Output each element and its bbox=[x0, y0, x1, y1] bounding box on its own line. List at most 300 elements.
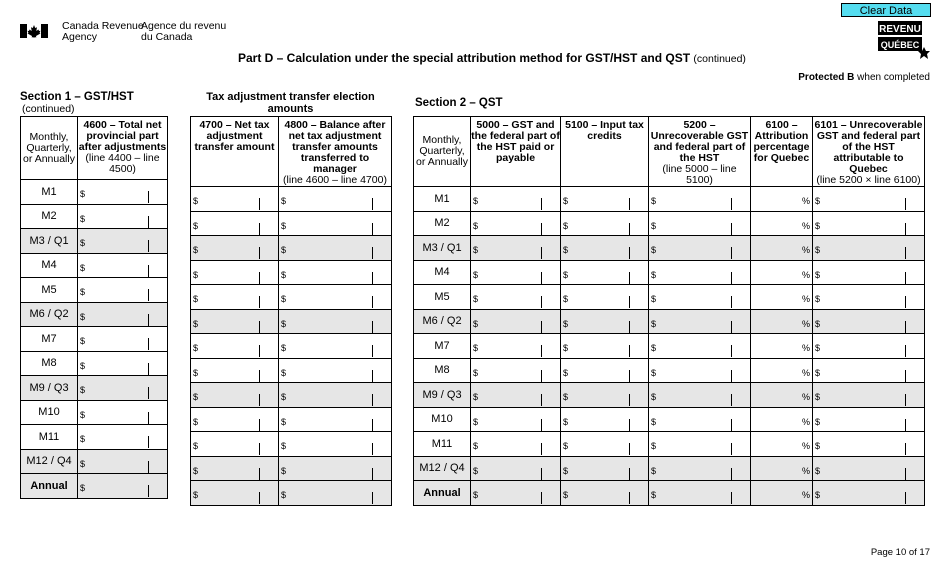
dollar-sign: $ bbox=[193, 416, 199, 427]
dollar-sign: $ bbox=[80, 189, 86, 199]
percent-sign: % bbox=[801, 490, 810, 500]
line-5100-field[interactable] bbox=[561, 187, 649, 212]
line-4600-field[interactable] bbox=[78, 253, 168, 278]
cents-divider bbox=[372, 321, 373, 333]
cents-divider bbox=[372, 443, 373, 455]
s2-period-label: M4 bbox=[414, 260, 471, 285]
cents-divider bbox=[372, 468, 373, 480]
col-4600-title: 4600 – Total net provincial part after adjustments bbox=[78, 119, 167, 153]
dollar-sign: $ bbox=[651, 392, 657, 402]
line-4700-field[interactable] bbox=[191, 383, 279, 408]
dollar-sign: $ bbox=[80, 434, 86, 444]
dollar-sign: $ bbox=[815, 318, 821, 329]
line-6100-field[interactable] bbox=[751, 187, 813, 212]
line-6100-field[interactable] bbox=[751, 309, 813, 334]
dollar-sign: $ bbox=[80, 409, 86, 420]
line-4700-field[interactable] bbox=[191, 456, 279, 481]
table-row bbox=[191, 407, 392, 432]
line-4600-field[interactable] bbox=[78, 376, 168, 401]
line-5200-field[interactable] bbox=[649, 285, 751, 310]
line-5200-field[interactable] bbox=[649, 236, 751, 261]
s2-period-label: M10 bbox=[414, 407, 471, 432]
dollar-sign: $ bbox=[281, 392, 287, 402]
percent-sign: % bbox=[801, 245, 810, 255]
cents-divider bbox=[629, 443, 630, 455]
table-row bbox=[21, 474, 168, 499]
line-4600-field[interactable] bbox=[78, 400, 168, 425]
line-5000-field[interactable] bbox=[471, 309, 561, 334]
line-6101-field[interactable] bbox=[813, 432, 925, 457]
cents-divider bbox=[259, 419, 260, 431]
table-row bbox=[191, 456, 392, 481]
line-6101-field[interactable] bbox=[813, 358, 925, 383]
canada-flag-icon bbox=[20, 24, 48, 38]
line-5000-field[interactable] bbox=[471, 432, 561, 457]
dollar-sign: $ bbox=[563, 367, 569, 378]
dollar-sign: $ bbox=[193, 245, 199, 255]
s2-period-label: M1 bbox=[414, 187, 471, 212]
cents-divider bbox=[259, 394, 260, 406]
dollar-sign: $ bbox=[80, 458, 86, 469]
dollar-sign: $ bbox=[473, 465, 479, 476]
line-4600-field[interactable] bbox=[78, 351, 168, 376]
cents-divider bbox=[148, 412, 149, 424]
dollar-sign: $ bbox=[473, 490, 479, 500]
cents-divider bbox=[541, 247, 542, 259]
page-title bbox=[238, 51, 746, 65]
dollar-sign: $ bbox=[563, 416, 569, 427]
revenu-logo-word1: REVENU bbox=[879, 24, 921, 35]
line-6101-field[interactable] bbox=[813, 383, 925, 408]
cents-divider bbox=[731, 198, 732, 210]
table-row bbox=[414, 481, 925, 506]
line-4600-field[interactable] bbox=[78, 327, 168, 352]
line-6100-field[interactable] bbox=[751, 260, 813, 285]
dollar-sign: $ bbox=[815, 392, 821, 402]
line-5000-field[interactable] bbox=[471, 236, 561, 261]
line-5200-field[interactable] bbox=[649, 309, 751, 334]
col-4700 bbox=[191, 117, 279, 187]
s2-period-label: M9 / Q3 bbox=[414, 383, 471, 408]
cents-divider bbox=[905, 296, 906, 308]
cents-divider bbox=[629, 419, 630, 431]
dollar-sign: $ bbox=[815, 245, 821, 255]
dollar-sign: $ bbox=[281, 441, 287, 451]
line-4600-field[interactable] bbox=[78, 229, 168, 254]
s1-period-label: M4 bbox=[21, 253, 78, 278]
table-row bbox=[414, 260, 925, 285]
dollar-sign: $ bbox=[80, 311, 86, 322]
table-row bbox=[414, 285, 925, 310]
cents-divider bbox=[148, 387, 149, 399]
line-6100-field[interactable] bbox=[751, 456, 813, 481]
section2-table bbox=[413, 116, 925, 506]
agency-en-line1: Canada Revenue bbox=[62, 20, 144, 32]
dollar-sign: $ bbox=[651, 269, 657, 280]
dollar-sign: $ bbox=[651, 490, 657, 500]
dollar-sign: $ bbox=[563, 441, 569, 451]
line-5000-field[interactable] bbox=[471, 407, 561, 432]
protected-label bbox=[798, 72, 930, 83]
cents-divider bbox=[905, 247, 906, 259]
dollar-sign: $ bbox=[473, 196, 479, 206]
line-4700-field[interactable] bbox=[191, 187, 279, 212]
section1-header-row bbox=[21, 117, 168, 180]
dollar-sign: $ bbox=[473, 318, 479, 329]
line-5200-field[interactable] bbox=[649, 432, 751, 457]
line-6100-field[interactable] bbox=[751, 383, 813, 408]
cents-divider bbox=[731, 419, 732, 431]
percent-sign: % bbox=[801, 465, 810, 476]
line-5100-field[interactable] bbox=[561, 432, 649, 457]
line-5100-field[interactable] bbox=[561, 456, 649, 481]
col-6100-title: 6100 – Attribution percentage for Quebec bbox=[753, 119, 810, 164]
line-5100-field[interactable] bbox=[561, 383, 649, 408]
cents-divider bbox=[629, 198, 630, 210]
dollar-sign: $ bbox=[651, 465, 657, 476]
s2-period-label: M11 bbox=[414, 432, 471, 457]
dollar-sign: $ bbox=[281, 465, 287, 476]
line-4700-field[interactable] bbox=[191, 236, 279, 261]
cents-divider bbox=[372, 247, 373, 259]
line-5100-field[interactable] bbox=[561, 236, 649, 261]
line-4600-field[interactable] bbox=[78, 204, 168, 229]
cents-divider bbox=[731, 443, 732, 455]
line-4800-field[interactable] bbox=[279, 187, 392, 212]
dollar-sign: $ bbox=[563, 269, 569, 280]
col-6101 bbox=[813, 117, 925, 187]
line-5100-field[interactable] bbox=[561, 407, 649, 432]
dollar-sign: $ bbox=[563, 465, 569, 476]
dollar-sign: $ bbox=[281, 269, 287, 280]
agency-name-fr bbox=[141, 21, 226, 43]
line-4700-field[interactable] bbox=[191, 432, 279, 457]
table-row bbox=[414, 456, 925, 481]
table-row bbox=[414, 334, 925, 359]
dollar-sign: $ bbox=[193, 294, 199, 304]
dollar-sign: $ bbox=[80, 336, 86, 346]
line-5000-field[interactable] bbox=[471, 481, 561, 506]
dollar-sign: $ bbox=[80, 213, 86, 224]
cents-divider bbox=[731, 272, 732, 284]
percent-sign: % bbox=[801, 392, 810, 402]
cents-divider bbox=[372, 370, 373, 382]
cents-divider bbox=[148, 436, 149, 448]
dollar-sign: $ bbox=[473, 367, 479, 378]
cents-divider bbox=[148, 265, 149, 277]
page-title-text: Part D – Calculation under the special attribution method for GST/HST and QST bbox=[238, 51, 691, 65]
cents-divider bbox=[905, 370, 906, 382]
table-row bbox=[21, 302, 168, 327]
clear-data-button[interactable]: Clear Data bbox=[841, 3, 931, 17]
dollar-sign: $ bbox=[651, 220, 657, 231]
table-row bbox=[21, 229, 168, 254]
cents-divider bbox=[731, 492, 732, 504]
col-period-2-label: Monthly, Quarterly, or Annually bbox=[416, 134, 468, 168]
table-row bbox=[414, 358, 925, 383]
cents-divider bbox=[629, 468, 630, 480]
line-6100-field[interactable] bbox=[751, 285, 813, 310]
table-row bbox=[191, 285, 392, 310]
table-row bbox=[191, 236, 392, 261]
line-5200-field[interactable] bbox=[649, 358, 751, 383]
line-4800-field[interactable] bbox=[279, 285, 392, 310]
agency-fr-line1: Agence du revenu bbox=[141, 20, 227, 32]
col-period bbox=[21, 117, 78, 180]
line-5100-field[interactable] bbox=[561, 260, 649, 285]
line-5000-field[interactable] bbox=[471, 211, 561, 236]
line-6101-field[interactable] bbox=[813, 481, 925, 506]
cents-divider bbox=[541, 223, 542, 235]
dollar-sign: $ bbox=[815, 465, 821, 476]
dollar-sign: $ bbox=[80, 238, 86, 248]
s2-period-label: Annual bbox=[414, 481, 471, 506]
cents-divider bbox=[629, 345, 630, 357]
line-4800-field[interactable] bbox=[279, 432, 392, 457]
cents-divider bbox=[541, 345, 542, 357]
cents-divider bbox=[541, 272, 542, 284]
cents-divider bbox=[905, 443, 906, 455]
cents-divider bbox=[148, 338, 149, 350]
cents-divider bbox=[372, 394, 373, 406]
section1-table bbox=[20, 116, 168, 499]
col-5000 bbox=[471, 117, 561, 187]
line-4600-field[interactable] bbox=[78, 449, 168, 474]
line-4800-field[interactable] bbox=[279, 211, 392, 236]
cents-divider bbox=[731, 223, 732, 235]
line-4600-field[interactable] bbox=[78, 180, 168, 205]
revenu-quebec-logo bbox=[878, 21, 930, 61]
cents-divider bbox=[731, 296, 732, 308]
cents-divider bbox=[259, 345, 260, 357]
percent-sign: % bbox=[801, 441, 810, 451]
line-4800-field[interactable] bbox=[279, 236, 392, 261]
dollar-sign: $ bbox=[80, 483, 86, 493]
dollar-sign: $ bbox=[815, 294, 821, 304]
line-6101-field[interactable] bbox=[813, 260, 925, 285]
line-4700-field[interactable] bbox=[191, 260, 279, 285]
s2-period-label: M7 bbox=[414, 334, 471, 359]
section2-header-row bbox=[414, 117, 925, 187]
s1-period-label: M6 / Q2 bbox=[21, 302, 78, 327]
line-4600-field[interactable] bbox=[78, 278, 168, 303]
line-6101-field[interactable] bbox=[813, 236, 925, 261]
table-row bbox=[21, 351, 168, 376]
line-6101-field[interactable] bbox=[813, 285, 925, 310]
line-5100-field[interactable] bbox=[561, 211, 649, 236]
dollar-sign: $ bbox=[563, 196, 569, 206]
cents-divider bbox=[905, 223, 906, 235]
line-6101-field[interactable] bbox=[813, 211, 925, 236]
line-6101-field[interactable] bbox=[813, 187, 925, 212]
dollar-sign: $ bbox=[651, 196, 657, 206]
s2-period-label: M8 bbox=[414, 358, 471, 383]
line-4600-field[interactable] bbox=[78, 425, 168, 450]
line-4800-field[interactable] bbox=[279, 383, 392, 408]
s1-period-label: M5 bbox=[21, 278, 78, 303]
line-6100-field[interactable] bbox=[751, 407, 813, 432]
table-row bbox=[21, 376, 168, 401]
line-4800-field[interactable] bbox=[279, 309, 392, 334]
dollar-sign: $ bbox=[563, 343, 569, 353]
line-4700-field[interactable] bbox=[191, 358, 279, 383]
dollar-sign: $ bbox=[281, 245, 287, 255]
line-5000-field[interactable] bbox=[471, 260, 561, 285]
line-4800-field[interactable] bbox=[279, 334, 392, 359]
percent-sign: % bbox=[801, 416, 810, 427]
line-4800-field[interactable] bbox=[279, 407, 392, 432]
table-row bbox=[21, 180, 168, 205]
dollar-sign: $ bbox=[563, 318, 569, 329]
line-5200-field[interactable] bbox=[649, 187, 751, 212]
line-5000-field[interactable] bbox=[471, 383, 561, 408]
line-5200-field[interactable] bbox=[649, 383, 751, 408]
s1-period-label: M11 bbox=[21, 425, 78, 450]
col-5200 bbox=[649, 117, 751, 187]
col-5000-title: 5000 – GST and the federal part of the HST paid or payable bbox=[471, 119, 560, 164]
percent-sign: % bbox=[801, 318, 810, 329]
dollar-sign: $ bbox=[473, 416, 479, 427]
dollar-sign: $ bbox=[473, 441, 479, 451]
cents-divider bbox=[541, 198, 542, 210]
cents-divider bbox=[372, 345, 373, 357]
col-4700-title: 4700 – Net tax adjustment transfer amount bbox=[194, 119, 275, 153]
line-5200-field[interactable] bbox=[649, 481, 751, 506]
s2-period-label: M5 bbox=[414, 285, 471, 310]
line-6101-field[interactable] bbox=[813, 456, 925, 481]
line-5100-field[interactable] bbox=[561, 481, 649, 506]
cents-divider bbox=[629, 394, 630, 406]
line-5100-field[interactable] bbox=[561, 285, 649, 310]
cents-divider bbox=[629, 247, 630, 259]
line-4800-field[interactable] bbox=[279, 260, 392, 285]
line-6100-field[interactable] bbox=[751, 236, 813, 261]
table-row bbox=[191, 432, 392, 457]
dollar-sign: $ bbox=[193, 269, 199, 280]
dollar-sign: $ bbox=[563, 294, 569, 304]
section1-title: Section 1 – GST/HST bbox=[20, 91, 134, 103]
dollar-sign: $ bbox=[473, 392, 479, 402]
dollar-sign: $ bbox=[281, 490, 287, 500]
line-6100-field[interactable] bbox=[751, 211, 813, 236]
cents-divider bbox=[148, 485, 149, 497]
line-4700-field[interactable] bbox=[191, 481, 279, 506]
election-table bbox=[190, 116, 392, 506]
table-row bbox=[21, 327, 168, 352]
dollar-sign: $ bbox=[193, 318, 199, 329]
dollar-sign: $ bbox=[193, 465, 199, 476]
line-5000-field[interactable] bbox=[471, 358, 561, 383]
cents-divider bbox=[629, 370, 630, 382]
cents-divider bbox=[259, 468, 260, 480]
cents-divider bbox=[629, 321, 630, 333]
dollar-sign: $ bbox=[563, 220, 569, 231]
dollar-sign: $ bbox=[815, 220, 821, 231]
line-4800-field[interactable] bbox=[279, 456, 392, 481]
cents-divider bbox=[372, 272, 373, 284]
line-4600-field[interactable] bbox=[78, 302, 168, 327]
cents-divider bbox=[541, 443, 542, 455]
line-5200-field[interactable] bbox=[649, 334, 751, 359]
cents-divider bbox=[259, 370, 260, 382]
table-row bbox=[191, 187, 392, 212]
line-5000-field[interactable] bbox=[471, 187, 561, 212]
dollar-sign: $ bbox=[281, 294, 287, 304]
dollar-sign: $ bbox=[80, 360, 86, 371]
line-5100-field[interactable] bbox=[561, 358, 649, 383]
table-row bbox=[414, 383, 925, 408]
table-row bbox=[21, 278, 168, 303]
protected-suffix: when completed bbox=[857, 72, 930, 83]
line-5000-field[interactable] bbox=[471, 285, 561, 310]
line-6101-field[interactable] bbox=[813, 407, 925, 432]
cents-divider bbox=[259, 296, 260, 308]
col-4800 bbox=[279, 117, 392, 187]
cents-divider bbox=[731, 394, 732, 406]
cents-divider bbox=[259, 492, 260, 504]
line-6101-field[interactable] bbox=[813, 309, 925, 334]
dollar-sign: $ bbox=[563, 490, 569, 500]
table-row bbox=[21, 400, 168, 425]
line-4700-field[interactable] bbox=[191, 309, 279, 334]
line-5200-field[interactable] bbox=[649, 260, 751, 285]
dollar-sign: $ bbox=[281, 196, 287, 206]
line-4800-field[interactable] bbox=[279, 481, 392, 506]
dollar-sign: $ bbox=[651, 416, 657, 427]
line-4600-field[interactable] bbox=[78, 474, 168, 499]
col-6101-title: 6101 – Unrecoverable GST and federal part of the HST attributable to Quebec bbox=[814, 119, 923, 175]
s1-period-label: M1 bbox=[21, 180, 78, 205]
line-6100-field[interactable] bbox=[751, 334, 813, 359]
cents-divider bbox=[541, 296, 542, 308]
line-6101-field[interactable] bbox=[813, 334, 925, 359]
line-5000-field[interactable] bbox=[471, 334, 561, 359]
s1-period-label: M10 bbox=[21, 400, 78, 425]
col-period-2 bbox=[414, 117, 471, 187]
table-row bbox=[191, 211, 392, 236]
line-4700-field[interactable] bbox=[191, 211, 279, 236]
page-number: Page 10 of 17 bbox=[870, 547, 930, 558]
line-4800-field[interactable] bbox=[279, 358, 392, 383]
line-4700-field[interactable] bbox=[191, 285, 279, 310]
line-5200-field[interactable] bbox=[649, 211, 751, 236]
dollar-sign: $ bbox=[473, 220, 479, 231]
percent-sign: % bbox=[801, 269, 810, 280]
line-5200-field[interactable] bbox=[649, 407, 751, 432]
line-5200-field[interactable] bbox=[649, 456, 751, 481]
percent-sign: % bbox=[801, 220, 810, 231]
s2-period-label: M12 / Q4 bbox=[414, 456, 471, 481]
line-5100-field[interactable] bbox=[561, 334, 649, 359]
line-5100-field[interactable] bbox=[561, 309, 649, 334]
dollar-sign: $ bbox=[193, 220, 199, 231]
line-6100-field[interactable] bbox=[751, 481, 813, 506]
line-4700-field[interactable] bbox=[191, 407, 279, 432]
section2-title: Section 2 – QST bbox=[415, 97, 503, 109]
line-6100-field[interactable] bbox=[751, 358, 813, 383]
line-6100-field[interactable] bbox=[751, 432, 813, 457]
dollar-sign: $ bbox=[80, 262, 86, 273]
dollar-sign: $ bbox=[815, 196, 821, 206]
cents-divider bbox=[905, 394, 906, 406]
dollar-sign: $ bbox=[815, 441, 821, 451]
dollar-sign: $ bbox=[281, 318, 287, 329]
cents-divider bbox=[372, 419, 373, 431]
s2-period-label: M6 / Q2 bbox=[414, 309, 471, 334]
cents-divider bbox=[905, 468, 906, 480]
line-5000-field[interactable] bbox=[471, 456, 561, 481]
line-4700-field[interactable] bbox=[191, 334, 279, 359]
